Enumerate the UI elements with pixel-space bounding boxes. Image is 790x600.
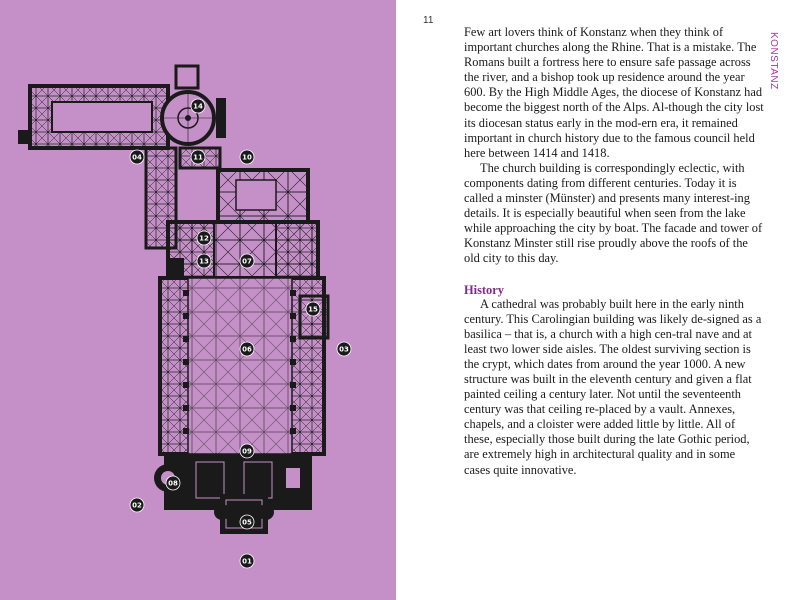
section-heading: History bbox=[464, 282, 504, 297]
plan-marker bbox=[240, 554, 254, 568]
plan-marker bbox=[306, 302, 320, 316]
cloister bbox=[18, 86, 176, 248]
west-facade bbox=[154, 454, 312, 534]
plan-marker-label: 07 bbox=[242, 257, 252, 266]
plan-marker bbox=[240, 254, 254, 268]
plan-marker bbox=[166, 476, 180, 490]
intro-paragraph: Few art lovers think of Konstanz when they think of important churches along the Rhine. That is a mistake. The Romans built a fortress here to ensure safe passage across the river, and a bishop took up residence around the year 600. By the High Middle Ages, the diocese of Konstanz had become the biggest north of the Alps. Al-though the city lost its diocesan status early in the mod-ern era, it remained important in church history due to the famous council held here between 1414 and 1418. bbox=[464, 25, 764, 160]
intro-paragraph: The church building is correspondingly eclectic, with components dating from different centuries. Today it is called a minster (Münster) and presents many interest-ing details. It is especially beautiful when seen from the lake while approaching the city by boat. The facade and tower of Konstanz Minster still rise proudly above the roofs of the old city to this day. bbox=[464, 160, 763, 266]
plan-marker bbox=[197, 254, 211, 268]
article-body bbox=[464, 25, 764, 478]
page-number: 11 bbox=[423, 15, 434, 26]
plan-marker bbox=[191, 150, 205, 164]
plan-marker bbox=[240, 342, 254, 356]
plan-marker-label: 09 bbox=[242, 447, 252, 456]
running-head: KONSTANZ bbox=[768, 32, 779, 90]
plan-marker bbox=[130, 498, 144, 512]
plan-marker bbox=[130, 150, 144, 164]
plan-marker bbox=[191, 99, 205, 113]
plan-marker-label: 06 bbox=[242, 345, 252, 354]
plan-marker-label: 13 bbox=[199, 257, 209, 266]
plan-marker-label: 14 bbox=[193, 102, 203, 111]
plan-marker-label: 08 bbox=[168, 479, 178, 488]
plan-marker bbox=[337, 342, 351, 356]
plan-marker-label: 10 bbox=[242, 153, 252, 162]
plan-marker-label: 05 bbox=[242, 518, 252, 527]
plan-marker-label: 02 bbox=[132, 501, 142, 510]
plan-marker bbox=[240, 150, 254, 164]
plan-marker bbox=[240, 444, 254, 458]
plan-marker-label: 04 bbox=[132, 153, 142, 162]
plan-marker bbox=[197, 231, 211, 245]
plan-marker-label: 01 bbox=[242, 557, 252, 566]
text-page bbox=[396, 0, 790, 600]
history-paragraph: A cathedral was probably built here in the early ninth century. This Carolingian building was likely de-signed as a basilica – that is, a church with a high cen-tral nave and at least two lower side aisles. The oldest surviving section is the crypt, which dates from around the year 1000. A new structure was built in the eleventh century and given a flat painted ceiling a century later. Not until the seventeenth century was that ceiling re-placed by a vault. Annexes, chapels, and a cloister were added little by little. All of these, especially those built during the late Gothic period, are extremely high in architectural quality and in some cases quite innovative. bbox=[464, 296, 762, 477]
plan-marker-label: 03 bbox=[339, 345, 349, 354]
plan-marker-label: 12 bbox=[199, 234, 209, 243]
plan-marker-label: 11 bbox=[193, 153, 203, 162]
plan-marker-label: 15 bbox=[308, 305, 318, 314]
plan-marker bbox=[240, 515, 254, 529]
choir-and-transept bbox=[168, 222, 318, 278]
